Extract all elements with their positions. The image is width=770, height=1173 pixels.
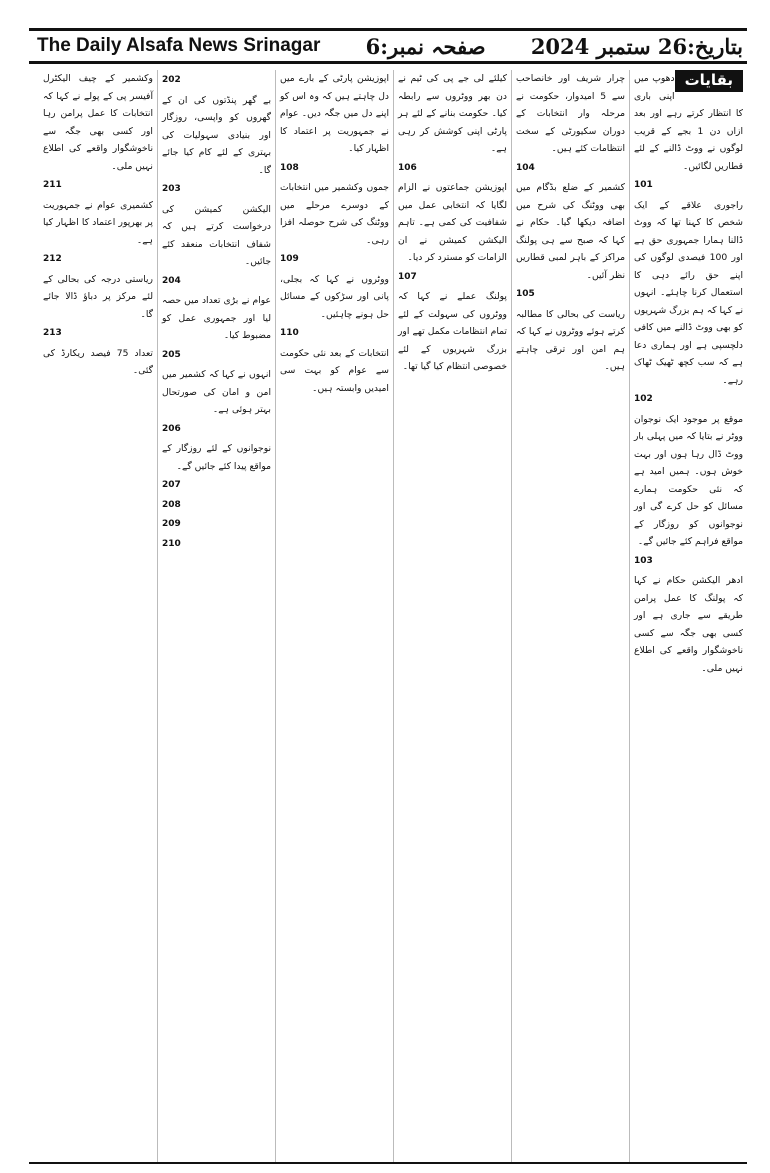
section-number: 207: [162, 480, 181, 490]
article-paragraph: اپوزیشن پارٹی کے بارے میں دل چاہتے ہیں کہ وہ اس کو اپنے دل میں جگہ دیں۔ عوام نے جمہوریت پر اعتماد کا اظہار کیا۔: [280, 73, 389, 154]
article-paragraph: ادھر الیکشن حکام نے کہا کہ پولنگ کا عمل پرامن طریقے سے جاری ہے اور کسی بھی جگہ سے کسی ناخوشگوار واقعے کی اطلاع نہیں ملی۔: [634, 575, 743, 674]
section-number: 102: [634, 394, 653, 404]
bottom-rule: [29, 1162, 747, 1164]
section-number: 110: [280, 328, 299, 338]
article-paragraph: کیلئے لی جے پی کی ٹیم نے دن بھر ووٹروں سے رابطہ کیا۔ حکومت بنانے کے لئے ہر پارٹی اپنی کوشش کر رہی ہے۔: [398, 73, 507, 154]
section-number: 205: [162, 349, 181, 360]
section-number: 108: [280, 162, 299, 173]
section-number: 208: [162, 499, 181, 510]
section-number: 107: [398, 271, 417, 282]
article-columns: [29, 70, 747, 1162]
article-paragraph: انتخابات کے بعد نئی حکومت سے عوام کو بہت سی امیدیں وابستہ ہیں۔: [280, 347, 389, 394]
article-paragraph: چرار شریف اور خانصاحب سے 5 امیدوار، حکومت نے مرحلہ وار انتخابات کے دوران سکیورٹی کے سخت انتظامات کئے ہیں۔: [516, 73, 625, 154]
article-paragraph: انہوں نے کہا کہ کشمیر میں امن و امان کی صورتحال بہتر ہوئی ہے۔: [162, 369, 271, 415]
section-number: 204: [162, 275, 181, 286]
masthead: [29, 28, 747, 64]
article-column-4: [275, 70, 393, 1162]
article-paragraph: جموں وکشمیر میں انتخابات کے دوسرے مرحلے میں ووٹنگ کی شرح حوصلہ افزا رہی۔: [280, 182, 389, 246]
article-column-6: [39, 70, 157, 1162]
section-number: 105: [516, 289, 535, 299]
article-column-2: [511, 70, 629, 1162]
section-number: 211: [43, 180, 62, 190]
section-number: 213: [43, 328, 62, 338]
publication-date: بتاریخ:26 ستمبر 2024: [530, 33, 743, 59]
section-number: 209: [162, 519, 181, 529]
section-number: 103: [634, 555, 653, 566]
article-paragraph: کشمیری عوام نے جمہوریت پر بھرپور اعتماد کا اظہار کیا ہے۔: [43, 199, 153, 246]
section-number: 202: [162, 75, 181, 85]
article-paragraph: پولنگ عملے نے کہا کہ ووٹروں کی سہولت کے لئے تمام انتظامات مکمل تھے اور بزرگ شہریوں کے لئے خصوصی انتظام کیا گیا تھا۔: [398, 291, 507, 372]
article-paragraph: وکشمیر کے چیف الیکٹرل آفیسر پی کے پولے نے کہا کہ انتخابات کا عمل پرامن رہا اور کسی بھی جگہ سے ناخوشگوار واقعے کی اطلاع نہیں ملی۔: [43, 73, 153, 172]
article-paragraph: ریاستی درجہ کی بحالی کے لئے مرکز پر دباؤ ڈالا جائے گا۔: [43, 273, 153, 320]
section-number: 206: [162, 423, 181, 434]
section-number: 203: [162, 184, 181, 194]
page-number: صفحہ نمبر:6: [365, 33, 486, 59]
section-badge: بقایات: [675, 70, 743, 92]
article-paragraph: راجوری علاقے کے ایک شخص کا کہنا تھا کہ ووٹ ڈالنا ہمارا جمہوری حق ہے اور 100 فیصدی لوگوں کی اپنے حق رائے دہی کا استعمال کرنا چاہئے۔ انہوں نے کہا کہ ہم بزرگ شہریوں کو بھی ووٹ ڈالنے میں کافی دلچسپی ہے اور ہماری دعا ہے کہ سب کچھ ٹھیک ٹھاک رہے۔: [634, 199, 743, 386]
article-paragraph: نوجوانوں کے لئے روزگار کے مواقع پیدا کئے جائیں گے۔: [162, 443, 271, 472]
article-column-3: [393, 70, 511, 1162]
article-paragraph: تعداد 75 فیصد ریکارڈ کی گئی۔: [43, 347, 153, 376]
article-paragraph: ریاست کی بحالی کا مطالبہ کرتے ہوئے ووٹروں نے کہا کہ ہم امن اور ترقی چاہتے ہیں۔: [516, 308, 625, 372]
article-paragraph: اپوزیشن جماعتوں نے الزام لگایا کہ انتخابی عمل میں شفافیت کی کمی ہے۔ تاہم الیکشن کمیشن نے ان الزامات کو مسترد کر دیا۔: [398, 182, 507, 263]
article-paragraph: موقع پر موجود ایک نوجوان ووٹر نے بتایا کہ میں پہلی بار ووٹ ڈال رہا ہوں اور بہت خوش ہوں۔ ہمیں امید ہے کہ نئی حکومت ہمارے مسائل کو حل کرے گی اور نوجوانوں کو روزگار کے مواقع فراہم کئے جائیں گے۔: [634, 413, 743, 547]
section-number: 109: [280, 254, 299, 264]
newspaper-title: The Daily Alsafa News Srinagar: [37, 35, 321, 56]
article-paragraph: بے گھر پنڈتوں کی ان کے گھروں کو واپسی، روزگار اور بنیادی سہولیات کی بہتری کے لئے کام کیا جائے گا۔: [162, 94, 271, 176]
article-paragraph: الیکشن کمیشن کی درخواست کرتے ہیں کہ شفاف انتخابات منعقد کئے جائیں۔: [162, 203, 271, 267]
article-column-5: [157, 70, 275, 1162]
section-number: 106: [398, 162, 417, 173]
article-paragraph: کشمیر کے ضلع بڈگام میں بھی ووٹنگ کی شرح میں اضافہ دیکھا گیا۔ حکام نے کہا کہ صبح سے ہی پولنگ مراکز کے باہر لمبی قطاریں نظر آئیں۔: [516, 182, 625, 281]
article-paragraph: ووٹروں نے کہا کہ بجلی، پانی اور سڑکوں کے مسائل حل ہونے چاہئیں۔: [280, 273, 389, 320]
section-number: 210: [162, 538, 181, 549]
article-paragraph: عوام نے بڑی تعداد میں حصہ لیا اور جمہوری عمل کو مضبوط کیا۔: [162, 295, 271, 341]
section-number: 104: [516, 162, 535, 173]
section-number: 212: [43, 254, 62, 264]
article-column-1: [629, 70, 747, 1162]
article-paragraph: دھوپ میں اپنی باری کا انتظار کرتے رہے اور بعد ازاں دن 1 بجے کے قریب لوگوں نے ووٹ ڈالنے کے لئے قطاریں لگائیں۔: [634, 73, 744, 172]
section-number: 101: [634, 180, 653, 190]
